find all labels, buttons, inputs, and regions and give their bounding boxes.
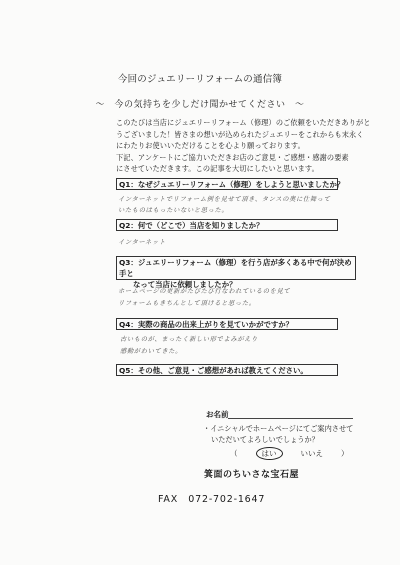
choice-yes-circled[interactable]: はい — [256, 447, 283, 460]
intro-text — [116, 117, 371, 175]
question-3-label-line: なって当店に依頼しましたか？ — [133, 280, 237, 289]
question-4-answer-line: 感動がわいてきた。 — [120, 348, 183, 355]
question-1-label: Q1：なぜジュエリーリフォーム（修理）をしようと思いましたか？ — [116, 178, 338, 190]
question-3-answer-line: ホームページの更新がたびたび行なわれているのを見て — [118, 288, 291, 295]
question-2-answer-line: インターネット — [118, 239, 166, 246]
intro-line: にわたりお使いいただけることを心より願っております。 — [116, 141, 305, 151]
intro-line: うございました！皆さまの想いが込められたジュエリーをこれからも末永く — [116, 129, 364, 139]
question-3-label-line: Q3：ジュエリーリフォーム（修理）を行う店が多くある中で何が決め手と — [119, 258, 352, 278]
question-4-label: Q4：実際の商品の出来上がりを見ていかがですか？ — [116, 318, 338, 330]
question-1-answer-line: インターネットでリフォーム例を見せて頂き、タンスの奥に仕舞って — [118, 196, 331, 203]
page-title: 今回のジュエリーリフォームの通信簿 — [117, 74, 283, 85]
question-5-label: Q5：その他、ご意見・ご感想があれば教えてください。 — [116, 364, 338, 376]
intro-line: このたびは当店にジュエリーリフォーム（修理）のご依頼をいただきありがと — [116, 118, 371, 127]
initial-permission-line: ・イニシャルでホームページにてご案内させて — [203, 424, 354, 433]
permission-choices: （ はい いいえ ） — [230, 449, 349, 458]
page-subtitle: ～ 今の気持ちを少しだけ聞かせてください ～ — [95, 100, 305, 110]
choice-no[interactable]: いいえ — [300, 449, 323, 458]
initial-permission-text — [203, 424, 373, 445]
shop-name: 箕面のちいさな宝石屋 — [204, 470, 300, 480]
fax-number: FAX 072-702-1647 — [158, 494, 266, 505]
question-1-answer-line: いたものはもったいないと思った。 — [118, 207, 229, 214]
question-4-answer-line: 古いものが、まったく新しい形でよみがえり — [120, 336, 258, 343]
name-line — [228, 418, 353, 419]
question-3-label — [116, 256, 356, 289]
name-label: お名前 — [206, 410, 229, 419]
question-2-label: Q2：何で（どこで）当店を知りましたか？ — [116, 219, 338, 231]
intro-line: 下記、アンケートにご協力いただきお店のご意見・ご感想・感謝の要素 — [116, 152, 349, 162]
intro-line: にさせていただきます。この記事を大切にしたいと思います。 — [116, 164, 319, 174]
question-3-answer-line: リフォームもきちんとして頂けると思った。 — [118, 300, 256, 307]
initial-permission-line: いただいてよろしいでしょうか？ — [211, 434, 319, 444]
